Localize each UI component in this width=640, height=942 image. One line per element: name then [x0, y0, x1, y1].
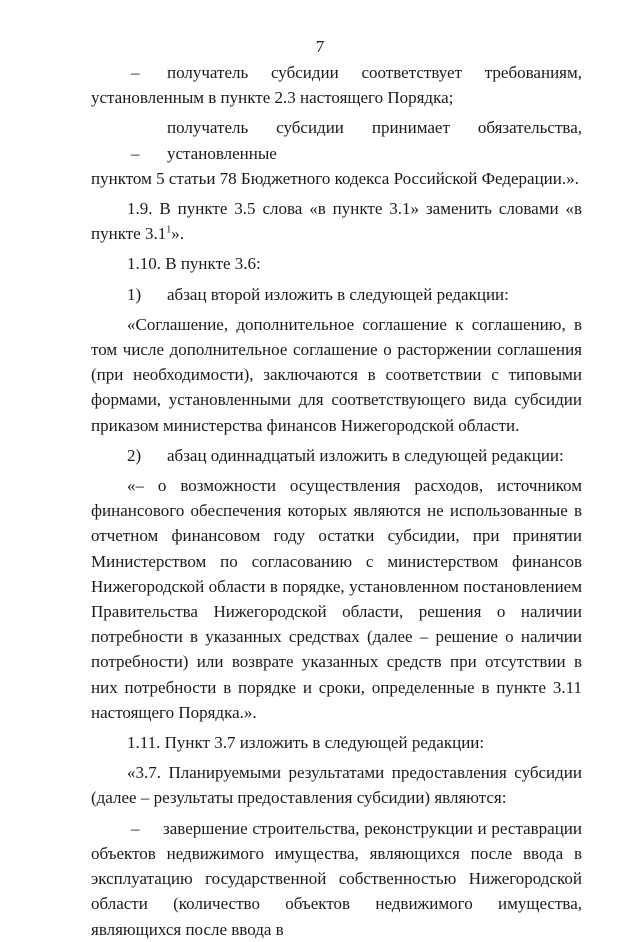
paragraph-1-11: 1.11. Пункт 3.7 изложить в следующей редакции:: [127, 733, 485, 753]
paragraph-continuation: пунктом 5 статьи 78 Бюджетного кодекса Российской Федерации.».: [91, 168, 579, 188]
paragraph-text: завершение строительства, реконструкции и реставрации объектов недвижимого имущества, являющихся после ввода в эксплуатацию государственной собственностью Нижегородской области (количество объектов недвижимого имущества, являющихся после ввода в: [91, 818, 582, 939]
paragraph-1-9: [91, 196, 582, 246]
paragraph-text: абзац второй изложить в следующей редакции:: [167, 284, 509, 304]
document-body: [91, 60, 582, 942]
paragraph-1-10: 1.10. В пункте 3.6:: [127, 254, 261, 274]
page-number: 7: [315, 37, 325, 56]
list-dash: –: [131, 143, 140, 163]
paragraph-text: 1.9. В пункте 3.5 слова «в пункте 3.1» заменить словами «в пункте 3.1: [91, 199, 582, 244]
paragraph-item-1: [91, 282, 582, 307]
paragraph-construction: [91, 816, 582, 942]
paragraph-recipient-obligations: [91, 115, 582, 165]
paragraph-continuation: установленным в пункте 2.3 настоящего Порядка;: [91, 88, 454, 108]
paragraph-item-2: [91, 443, 582, 468]
paragraph-agreement: «Соглашение, дополнительное соглашение к соглашению, в том числе дополнительное соглашение о расторжении соглашения (при необходимости), заключаются в соответствии с типовыми формами, установленными для соответствующего вида субсидии приказом министерства финансов Нижегородской области.: [91, 314, 582, 435]
paragraph-3-7: «3.7. Планируемыми результатами предоставления субсидии (далее – результаты предоставления субсидии) являются:: [91, 763, 582, 808]
paragraph-text: получатель субсидии принимает обязательства, установленные: [167, 118, 582, 163]
list-dash: –: [131, 63, 140, 82]
paragraph-text: получатель субсидии соответствует требованиям,: [167, 63, 582, 82]
paragraph-recipient-requirements: [91, 60, 582, 85]
superscript: 1: [166, 224, 172, 236]
paragraph-text-end: ».: [171, 224, 184, 244]
list-number: 2): [127, 445, 142, 465]
paragraph-text: абзац одиннадцатый изложить в следующей редакции:: [167, 445, 564, 465]
list-dash: –: [131, 818, 140, 838]
list-number: 1): [127, 284, 142, 304]
paragraph-expenses: «– о возможности осуществления расходов, источником финансового обеспечения которых являются не использованные в отчетном финансовом году остатки субсидии, при принятии Министерством по согласованию с министерством финансов Нижегородской области в порядке, установленном постановлением Правительства Нижегородской области, решения о наличии потребности в указанных средствах (далее – решение о наличии потребности) или возврате указанных средств при отсутствии в них потребности в порядке и сроки, определенные в пункте 3.11 настоящего Порядка.».: [91, 476, 582, 722]
